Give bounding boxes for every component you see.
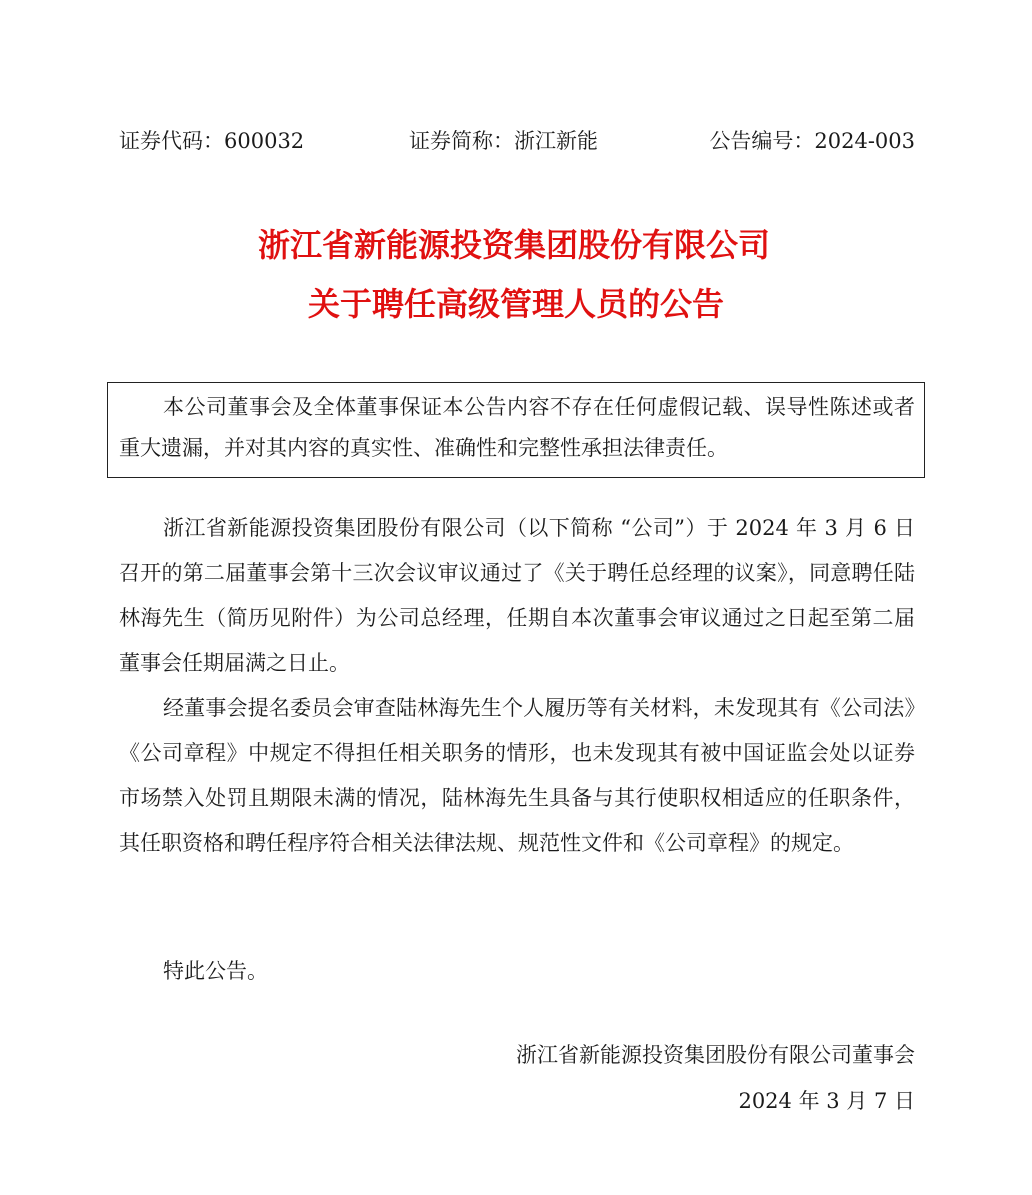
- title-company-name: 浙江省新能源投资集团股份有限公司: [257, 226, 770, 264]
- signature-organization: 浙江省新能源投资集团股份有限公司董事会: [516, 1043, 915, 1067]
- stock-abbreviation: 证券简称：浙江新能: [409, 129, 598, 153]
- signature-date: 2024 年 3 月 7 日: [738, 1089, 915, 1113]
- title-subject: 关于聘任高级管理人员的公告: [307, 285, 724, 323]
- stock-code: 证券代码：600032: [119, 129, 305, 153]
- body-paragraph-qualification: 经董事会提名委员会审查陆林海先生个人履历等有关材料，未发现其有《公司法》《公司章程》中规定不得担任相关职务的情形，也未发现其有被中国证监会处以证券市场禁入处罚且期限未满的情况，陆林海先生具备与其行使职权相适应的任职条件，其任职资格和聘任程序符合相关法律法规、规范性文件和《公司章程》的规定。: [119, 696, 915, 855]
- notice-text: 本公司董事会及全体董事保证本公告内容不存在任何虚假记载、误导性陈述或者重大遗漏，并对其内容的真实性、准确性和完整性承担法律责任。: [119, 395, 915, 460]
- announcement-number: 公告编号：2024-003: [709, 129, 915, 153]
- body-paragraph-appointment: 浙江省新能源投资集团股份有限公司（以下简称 “公司”）于 2024 年 3 月 6 日召开的第二届董事会第十三次会议审议通过了《关于聘任总经理的议案》，同意聘任陆林海先生（简历见附件）为公司总经理，任期自本次董事会审议通过之日起至第二届董事会任期届满之日止。: [119, 516, 915, 675]
- closing-statement: 特此公告。: [163, 959, 268, 983]
- announcement-header: [119, 124, 915, 158]
- board-guarantee-notice: [107, 382, 925, 478]
